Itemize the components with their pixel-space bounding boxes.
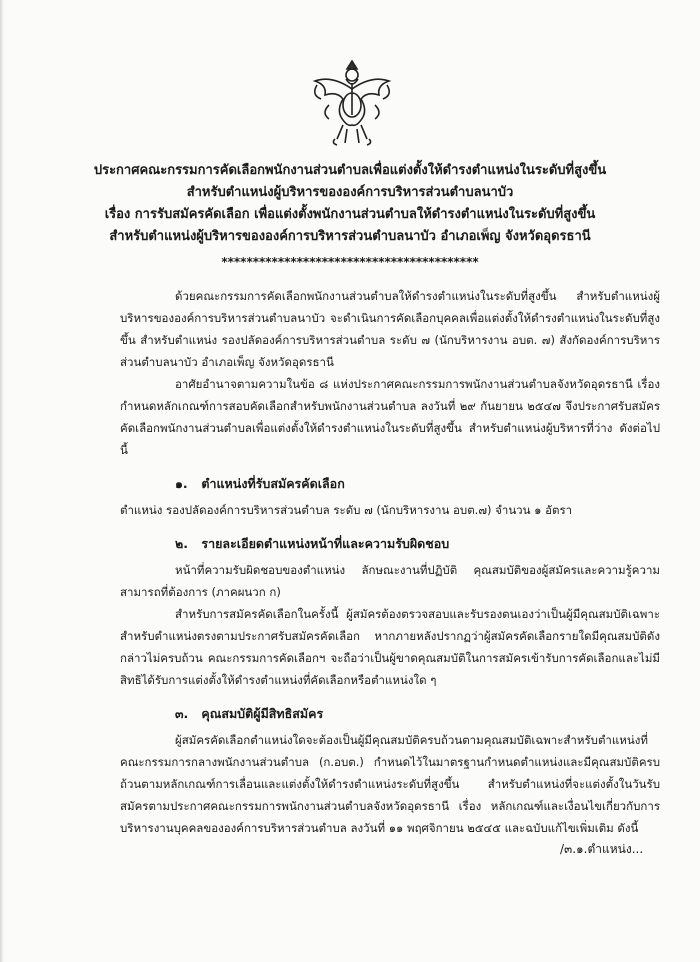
section-3-paragraph: ผู้สมัครคัดเลือกตำแหน่งใดจะต้องเป็นผู้มีคุณสมบัติครบถ้วนตามคุณสมบัติเฉพาะสำหรับตำแหน่งที่คณะกรรมการกลางพนักงานส่วนตำบล (ก.อบต.) กำหนดไว้ในมาตรฐานกำหนดตำแหน่งและมีคุณสมบัติครบถ้วนตามหลักเกณฑ์การเลื่อนและแต่งตั้งให้ดำรงตำแหน่งระดับที่สูงขึ้น สำหรับตำแหน่งที่จะแต่งตั้งในวันรับสมัครตามประกาศคณะกรรมการพนักงานส่วนตำบลจังหวัดอุดรธานี เรื่อง หลักเกณฑ์และเงื่อนไขเกี่ยวกับการบริหารงานบุคคลขององค์การบริหารส่วนตำบล ลงวันที่ ๑๑ พฤศจิกายน ๒๕๔๕ และฉบับแก้ไขเพิ่มเติม ดังนี้ [120, 733, 660, 835]
section-1-number: ๑. [175, 476, 188, 491]
intro-paragraph-1: ด้วยคณะกรรมการคัดเลือกพนักงานส่วนตำบลให้ดำรงตำแหน่งในระดับที่สูงขึ้น สำหรับตำแหน่งผู้บริหารขององค์การบริหารส่วนตำบลนาบัว จะดำเนินการคัดเลือกบุคคลเพื่อแต่งตั้งให้ดำรงตำแหน่งในระดับที่สูงขึ้น สำหรับตำแหน่ง รองปลัดองค์การบริหารส่วนตำบล ระดับ ๗ (นักบริหารงาน อบต. ๗) สังกัดองค์การบริหารส่วนตำบลนาบัว อำเภอเพ็ญ จังหวัดอุดรธานี [120, 289, 660, 369]
page-continuation: /๓.๑.ตำแหน่ง... [560, 842, 644, 856]
header-line-4: สำหรับตำแหน่งผู้บริหารขององค์การบริหารส่วนตำบลนาบัว อำเภอเพ็ญ จังหวัดอุดรธานี [109, 229, 591, 244]
section-1-heading [120, 473, 660, 495]
section-2-paragraph-2: สำหรับการสมัครคัดเลือกในครั้งนี้ ผู้สมัครต้องตรวจสอบและรับรองตนเองว่าเป็นผู้มีคุณสมบัติเฉพาะสำหรับตำแหน่งตรงตามประกาศรับสมัครคัดเลือก หากภายหลังปรากฏว่าผู้สมัครคัดเลือกรายใดมีคุณสมบัติดังกล่าวไม่ครบถ้วน คณะกรรมการคัดเลือกฯ จะถือว่าเป็นผู้ขาดคุณสมบัติในการสมัครเข้ารับการคัดเลือกและไม่มีสิทธิได้รับการแต่งตั้งให้ดำรงตำแหน่งที่คัดเลือกหรือตำแหน่งใด ๆ [120, 607, 660, 687]
garuda-emblem-icon [307, 55, 397, 147]
section-2-heading [120, 533, 660, 555]
section-3-number: ๓. [175, 706, 189, 721]
header-line-3: เรื่อง การรับสมัครคัดเลือก เพื่อแต่งตั้งพนักงานส่วนตำบลให้ดำรงตำแหน่งในระดับที่สูงขึ้น [104, 207, 596, 222]
header-line-2: สำหรับตำแหน่งผู้บริหารขององค์การบริหารส่วนตำบลนาบัว [186, 185, 514, 200]
document-body [120, 285, 660, 839]
section-2-paragraph-1: หน้าที่ความรับผิดชอบของตำแหน่ง ลักษณะงานที่ปฏิบัติ คุณสมบัติของผู้สมัครและความรู้ความสามารถที่ต้องการ (ภาคผนวก ก) [120, 563, 660, 599]
section-1-paragraph: ตำแหน่ง รองปลัดองค์การบริหารส่วนตำบล ระดับ ๗ (นักบริหารงาน อบต.๗) จำนวน ๑ อัตรา [120, 503, 573, 517]
section-2-number: ๒. [175, 536, 188, 551]
star-divider: ***************************************** [221, 255, 479, 269]
section-3-heading [120, 703, 660, 725]
announcement-header [80, 160, 620, 248]
section-1-title: ตำแหน่งที่รับสมัครคัดเลือก [201, 476, 345, 491]
intro-paragraph-2: อาศัยอำนาจตามความในข้อ ๘ แห่งประกาศคณะกรรมการพนักงานส่วนตำบลจังหวัดอุดรธานี เรื่อง กำหนดหลักเกณฑ์การสอบคัดเลือกสำหรับพนักงานส่วนตำบล ลงวันที่ ๒๙ กันยายน ๒๕๔๗ จึงประกาศรับสมัครคัดเลือกพนักงานส่วนตำบลเพื่อแต่งตั้งให้ดำรงตำแหน่งในระดับที่สูงขึ้น สำหรับตำแหน่งผู้บริหารที่ว่าง ดังต่อไปนี้ [120, 377, 660, 457]
scan-edge [0, 0, 4, 962]
header-line-1: ประกาศคณะกรรมการคัดเลือกพนักงานส่วนตำบลเพื่อแต่งตั้งให้ดำรงตำแหน่งในระดับที่สูงขึ้น [93, 163, 607, 178]
section-3-title: คุณสมบัติผู้มีสิทธิสมัคร [201, 706, 324, 721]
section-2-title: รายละเอียดตำแหน่งหน้าที่และความรับผิดชอบ [201, 536, 450, 551]
